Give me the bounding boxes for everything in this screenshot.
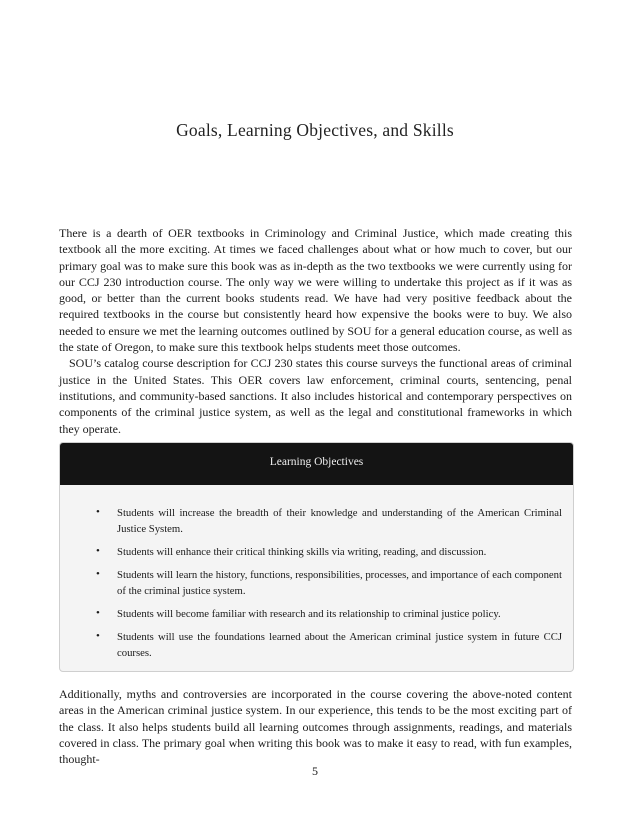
page-number: 5 [312, 764, 318, 778]
bullet-icon: • [96, 630, 100, 642]
learning-objectives-list [96, 505, 562, 668]
list-item: • Students will learn the history, functions, responsibilities, processes, and importance of each component of the criminal justice system. [96, 568, 562, 597]
learning-objectives-title: Learning Objectives [60, 443, 573, 485]
intro-text [59, 225, 572, 437]
closing-paragraph: Additionally, myths and controversies are incorporated in the course covering the above-noted content areas in the American criminal justice system. In our experience, this tends to be the most exciting part of the class. It also helps students build all learning outcomes through assignments, readings, and materials covered in class. The primary goal when writing this book was to make it easy to read, with fun examples, thought- [59, 687, 572, 767]
bullet-icon: • [96, 568, 100, 580]
bullet-icon: • [96, 607, 100, 619]
closing-text [59, 686, 572, 767]
bullet-icon: • [96, 545, 100, 557]
list-item: • Students will increase the breadth of their knowledge and understanding of the American Criminal Justice System. [96, 506, 562, 535]
intro-paragraph-1: There is a dearth of OER textbooks in Criminology and Criminal Justice, which made creating this textbook all the more exciting. At times we faced challenges about what or how much to cover, but our primary goal was to make sure this book was as in-depth as the two textbooks we were currently using for our CCJ 230 introduction course. The only way we were willing to undertake this project as if it was as good, or better than the current books students read. We have had very positive feedback about the required textbooks in the course but consistently heard how expensive the books were to buy. We also needed to ensure we met the learning outcomes outlined by SOU for a general education course, as well as the state of Oregon, to make sure this textbook helps students meet those outcomes. [59, 226, 572, 355]
intro-paragraph-2: SOU’s catalog course description for CCJ 230 states this course surveys the functional areas of criminal justice in the United States. This OER covers law enforcement, criminal courts, sentencing, penal institutions, and community-based sanctions. It also includes historical and contemporary perspectives on components of the criminal justice system, as well as the legal and constitutional frameworks in which they operate. [59, 356, 572, 436]
list-item: • Students will use the foundations learned about the American criminal justice system in future CCJ courses. [96, 630, 562, 659]
page-title: Goals, Learning Objectives, and Skills [176, 120, 454, 140]
list-item: • Students will enhance their critical thinking skills via writing, reading, and discussion. [96, 545, 487, 558]
learning-objectives-box [59, 442, 574, 672]
list-item: • Students will become familiar with research and its relationship to criminal justice policy. [96, 607, 501, 620]
bullet-icon: • [96, 506, 100, 518]
